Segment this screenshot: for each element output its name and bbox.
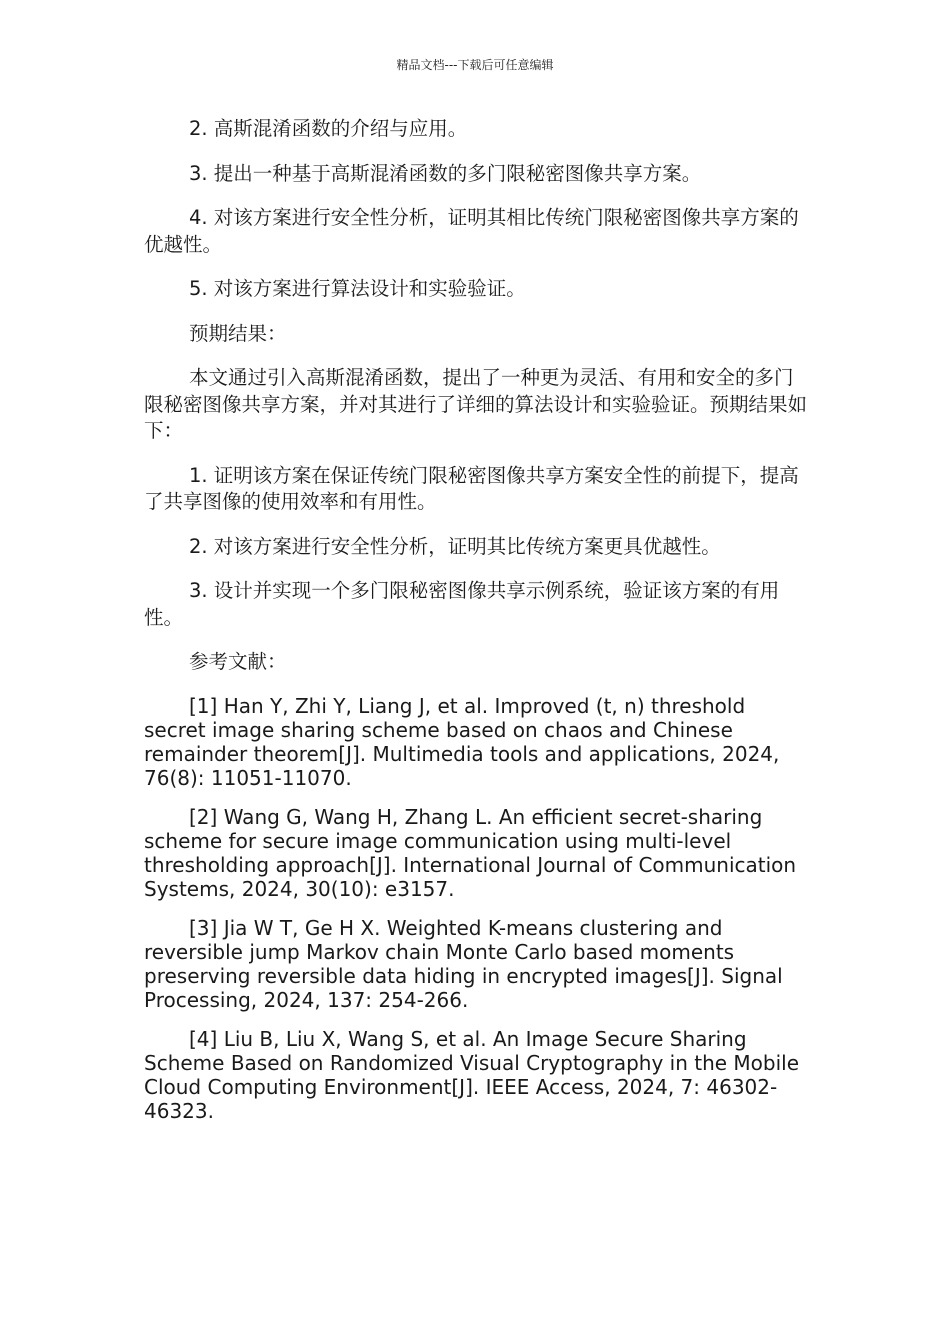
document-body <box>144 116 810 1138</box>
list-item-5: 5. 对该方案进行算法设计和实验验证。 <box>189 277 526 300</box>
reference-list <box>144 694 810 1123</box>
section-heading-references: 参考文献： <box>189 650 287 673</box>
list-item-2: 2. 高斯混淆函数的介绍与应用。 <box>189 117 468 140</box>
list-item-4: 4. 对该方案进行安全性分析，证明其相比传统门限秘密图像共享方案的优越性。 <box>144 206 799 256</box>
reference-item-3: [3] Jia W T, Ge H X. Weighted K-means clustering and reversible jump Markov chain Monte Carlo based moments preserving reversible data hiding in encrypted images[J]. Signal Processing, 2024, 137: 254-266. <box>144 915 783 1012</box>
result-item-3: 3. 设计并实现一个多门限秘密图像共享示例系统，验证该方案的有用性。 <box>144 579 780 629</box>
page-header: 精品文档---下载后可任意编辑 <box>396 58 554 72</box>
expected-results-intro: 本文通过引入高斯混淆函数，提出了一种更为灵活、有用和安全的多门限秘密图像共享方案，并对其进行了详细的算法设计和实验验证。预期结果如下： <box>144 366 808 442</box>
reference-item-4: [4] Liu B, Liu X, Wang S, et al. An Image Secure Sharing Scheme Based on Randomized Visual Cryptography in the Mobile Cloud Computing Environment[J]. IEEE Access, 2024, 7: 46302-46323. <box>144 1026 800 1123</box>
result-item-1: 1. 证明该方案在保证传统门限秘密图像共享方案安全性的前提下，提高了共享图像的使用效率和有用性。 <box>144 463 799 513</box>
result-item-2: 2. 对该方案进行安全性分析，证明其比传统方案更具优越性。 <box>189 534 721 558</box>
reference-item-2: [2] Wang G, Wang H, Zhang L. An efficient secret-sharing scheme for secure image communication using multi-level thresholding approach[J]. International Journal of Communication Systems, 2024, 30(10): e3157. <box>144 804 797 901</box>
reference-item-1: [1] Han Y, Zhi Y, Liang J, et al. Improved (t, n) threshold secret image sharing scheme based on chaos and Chinese remainder theorem[J]. Multimedia tools and applications, 2024, 76(8): 11051-11070. <box>144 693 780 790</box>
section-heading-expected-results: 预期结果： <box>189 321 287 345</box>
list-item-3: 3. 提出一种基于高斯混淆函数的多门限秘密图像共享方案。 <box>189 161 702 185</box>
